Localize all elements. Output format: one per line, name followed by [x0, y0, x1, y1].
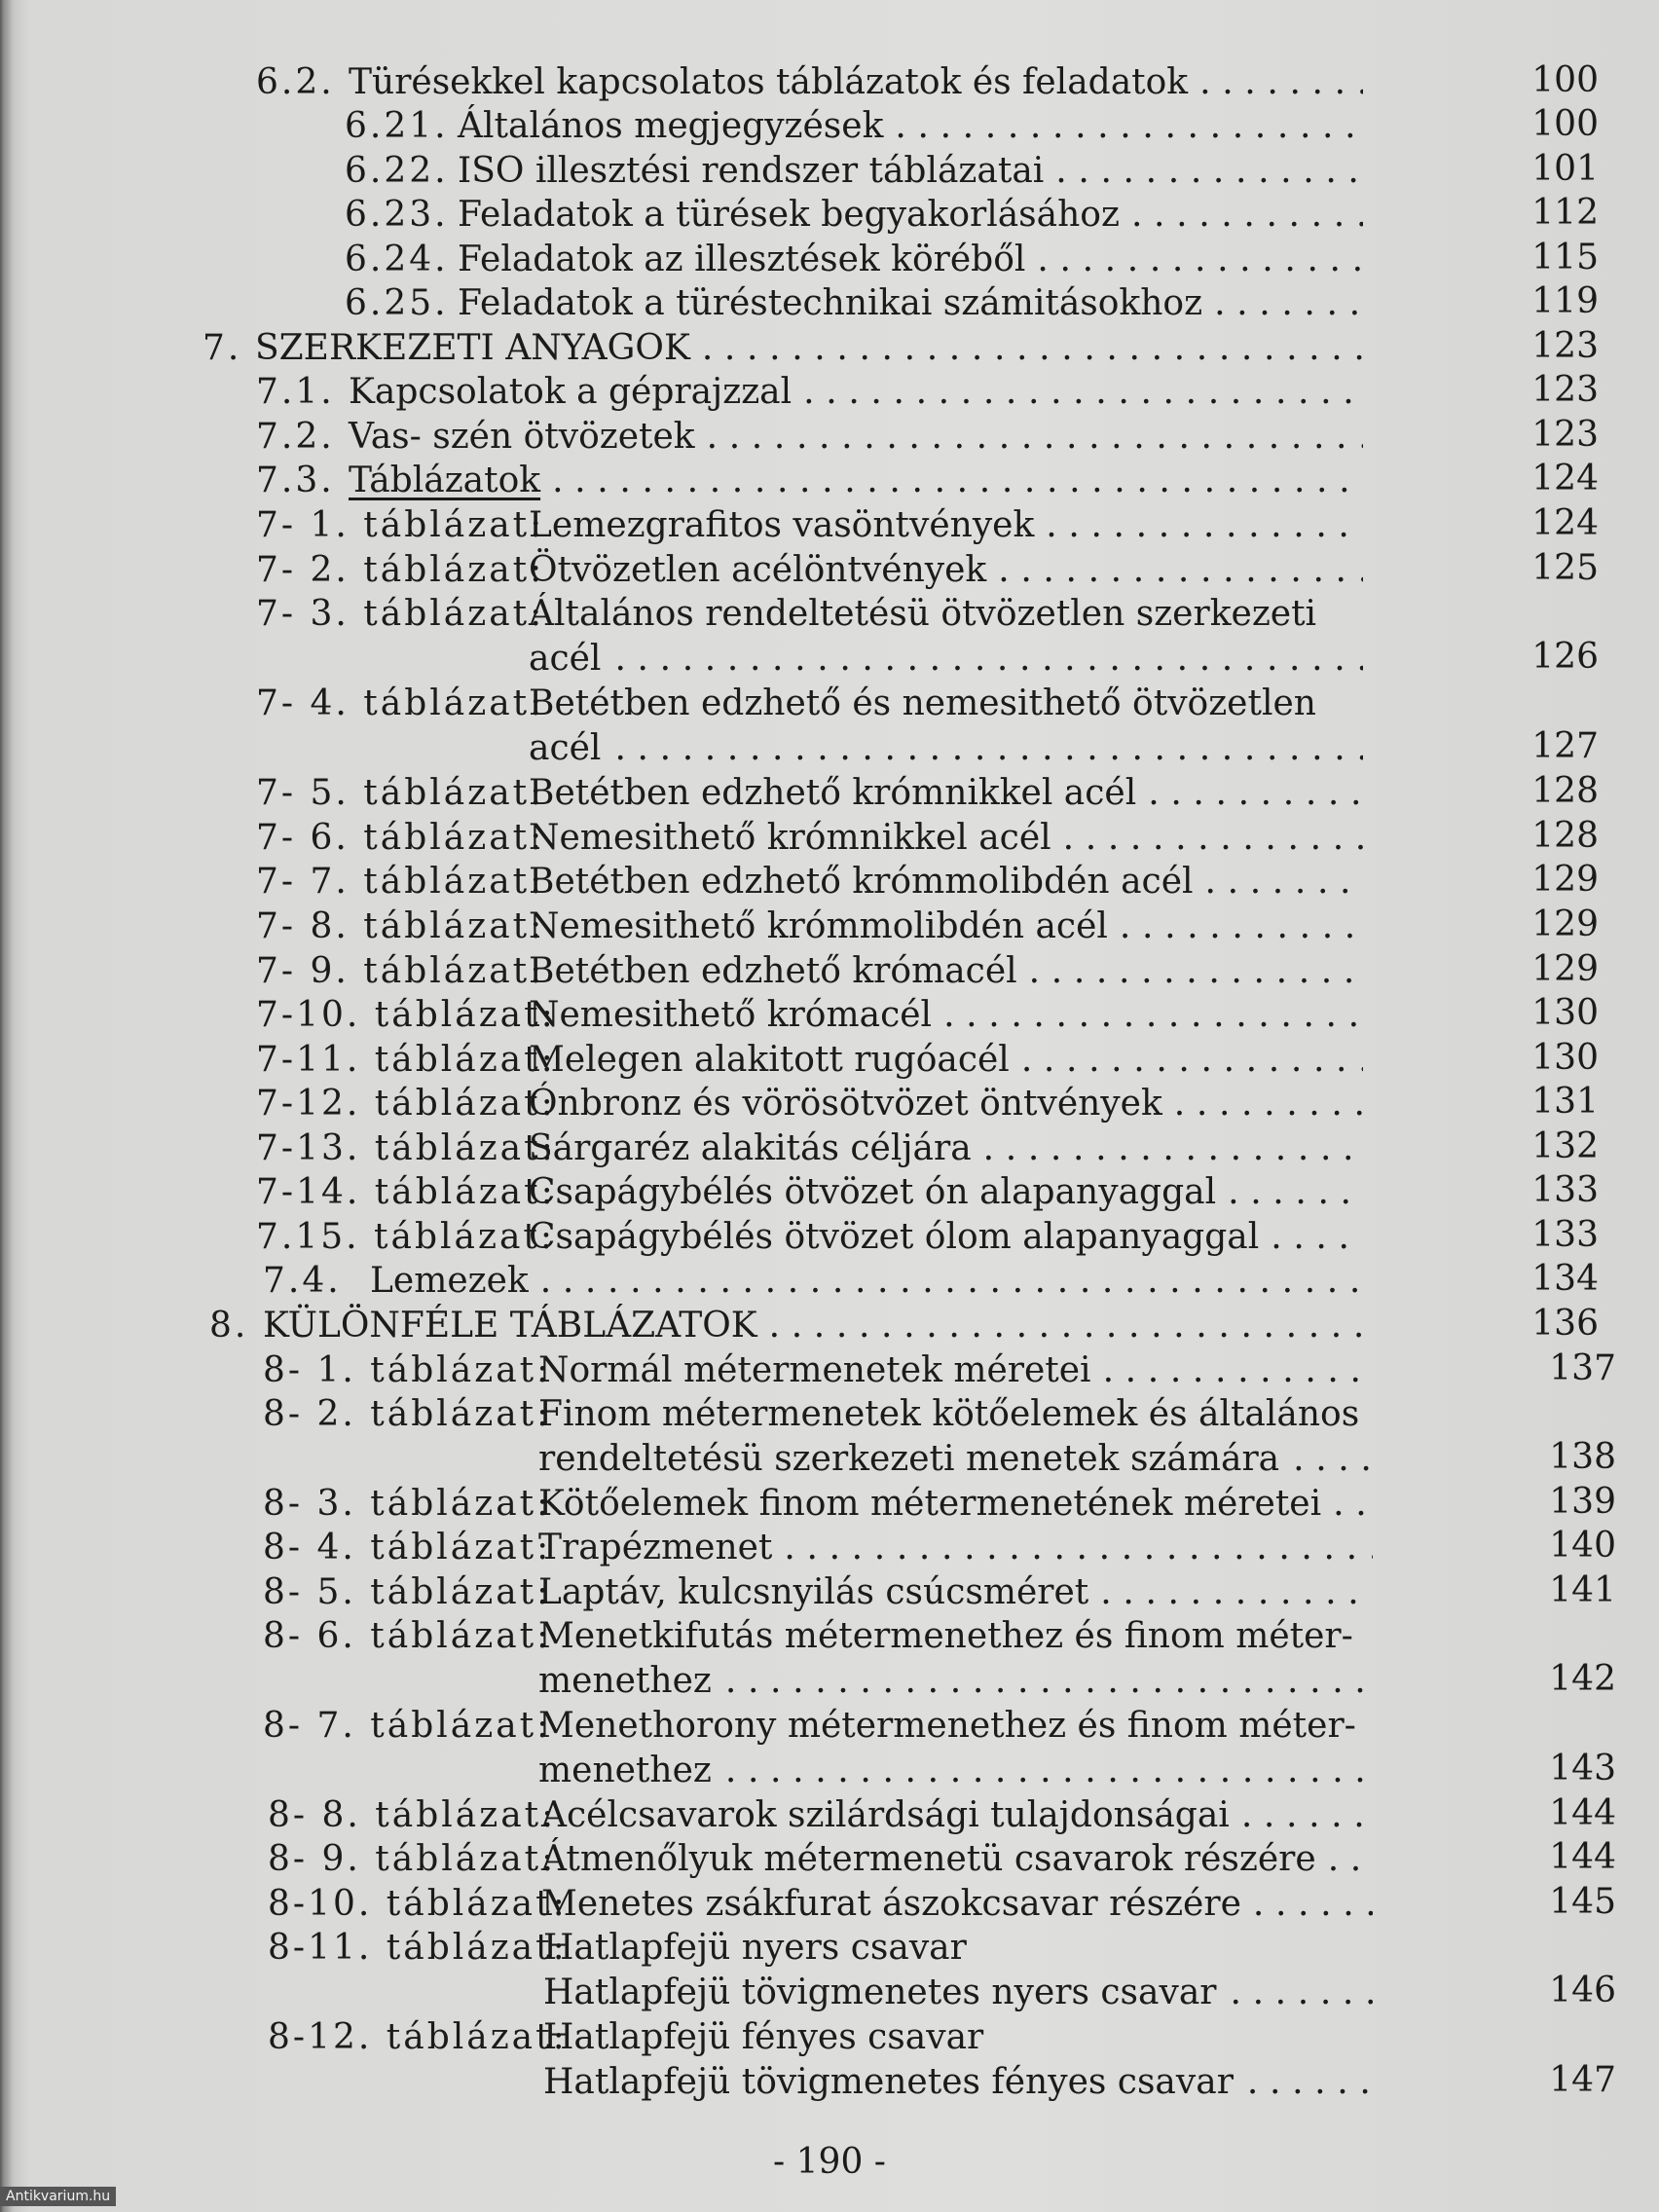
toc-entry [0, 592, 1659, 637]
entry-title-continuation: acél [529, 639, 602, 679]
page-number: - 190 - [773, 2142, 886, 2182]
entry-title-continuation: acél [529, 728, 602, 768]
entry-page-number: 142 [1549, 1659, 1616, 1699]
entry-page-number: 129 [1531, 949, 1599, 989]
entry-title: Betétben edzhető krómmolibdén acél [529, 862, 1194, 902]
toc-entry-continuation [0, 637, 1659, 682]
entry-page-number: 144 [1549, 1837, 1616, 1877]
leader-dots [998, 548, 1363, 593]
entry-title: Sárgaréz alakitás céljára [529, 1128, 972, 1168]
entry-title: Általános megjegyzések [458, 106, 884, 146]
toc-entry [0, 60, 1659, 105]
entry-title: ISO illesztési rendszer táblázatai [458, 151, 1045, 191]
toc-entry [0, 104, 1659, 149]
entry-title: Feladatok a türéstechnikai számitásokhoz [458, 283, 1203, 323]
entry-page-number: 131 [1531, 1082, 1599, 1122]
toc-entry [0, 1126, 1659, 1171]
entry-page-number: 147 [1549, 2060, 1616, 2100]
toc-entry-continuation [0, 726, 1659, 771]
toc-entry [0, 1926, 1659, 1971]
entry-page-number: 145 [1549, 1882, 1616, 1922]
leader-dots [1333, 1482, 1373, 1527]
entry-title: Ónbronz és vörösötvözet öntvények [529, 1084, 1162, 1124]
entry-page-number: 143 [1549, 1749, 1616, 1788]
entry-title: Acélcsavarok szilárdsági tulajdonságai [541, 1795, 1230, 1835]
entry-number: 6.2. [256, 62, 335, 102]
leader-dots [614, 726, 1363, 771]
entry-page-number: 125 [1531, 548, 1599, 588]
leader-dots [1199, 60, 1363, 105]
entry-number: 6.25. [345, 283, 449, 323]
entry-number: 7- 1. táblázat: [256, 505, 545, 545]
entry-number: 6.23. [345, 195, 449, 235]
entry-page-number: 130 [1531, 1038, 1599, 1078]
entry-title: Nemesithető krómacél [529, 995, 933, 1035]
toc-entry [0, 904, 1659, 949]
entry-title: Kötőelemek finom métermenetének méretei [538, 1484, 1322, 1524]
entry-number: 7- 9. táblázat: [256, 951, 545, 991]
entry-title: Lemezek [370, 1261, 529, 1301]
entry-page-number: 134 [1531, 1259, 1599, 1299]
leader-dots [614, 637, 1363, 682]
leader-dots [1100, 1570, 1373, 1615]
entry-page-number: 124 [1531, 459, 1599, 498]
entry-number: 8-11. táblázat: [268, 1928, 568, 1968]
entry-page-number: 124 [1531, 503, 1599, 543]
entry-number: 7.4. [263, 1261, 342, 1301]
entry-number: 8- 5. táblázat: [263, 1572, 552, 1612]
leader-dots [540, 1259, 1363, 1304]
entry-number: 7-13. táblázat: [256, 1128, 556, 1168]
entry-page-number: 133 [1531, 1170, 1599, 1210]
toc-entry [0, 1304, 1659, 1348]
entry-title: Betétben edzhető krómacél [529, 951, 1017, 991]
entry-title: Normál métermenetek méretei [538, 1350, 1091, 1390]
entry-title-continuation: rendeltetésü szerkezeti menetek számára [538, 1439, 1280, 1479]
entry-number: 7-12. táblázat: [256, 1084, 556, 1124]
leader-dots [725, 1659, 1373, 1704]
entry-title: Menetkifutás métermenethez és finom méter- [538, 1616, 1353, 1656]
toc-entry [0, 1170, 1659, 1215]
toc-entry [0, 459, 1659, 503]
entry-title-continuation: Hatlapfejü tövigmenetes nyers csavar [543, 1972, 1217, 2012]
toc-entry [0, 2015, 1659, 2060]
leader-dots [983, 1126, 1363, 1171]
leader-dots [1247, 2060, 1373, 2105]
entry-title-continuation: menethez [538, 1751, 712, 1790]
entry-page-number: 100 [1531, 60, 1599, 100]
leader-dots [1120, 904, 1363, 949]
entry-page-number: 112 [1531, 193, 1599, 233]
leader-dots [1253, 1882, 1373, 1927]
entry-title: Melegen alakitott rugóacél [529, 1040, 1010, 1080]
leader-dots [1205, 860, 1363, 904]
entry-page-number: 139 [1549, 1482, 1616, 1522]
leader-dots [725, 1749, 1373, 1793]
entry-number: 7- 7. táblázat: [256, 862, 545, 902]
toc-entry [0, 1704, 1659, 1749]
toc-entry [0, 503, 1659, 548]
toc-entry [0, 1348, 1659, 1393]
entry-page-number: 101 [1531, 149, 1599, 189]
entry-number: 8- 1. táblázat: [263, 1350, 552, 1390]
entry-title: Általános rendeltetésü ötvözetlen szerkezeti [529, 594, 1317, 634]
entry-number: 8-12. táblázat: [268, 2017, 568, 2057]
toc-entry [0, 281, 1659, 326]
entry-page-number: 100 [1531, 104, 1599, 144]
toc-entry [0, 193, 1659, 238]
entry-number: 8- 4. táblázat: [263, 1528, 552, 1567]
entry-page-number: 129 [1531, 904, 1599, 944]
entry-page-number: 128 [1531, 771, 1599, 811]
entry-page-number: 146 [1549, 1971, 1616, 2010]
entry-page-number: 141 [1549, 1570, 1616, 1610]
toc-entry [0, 682, 1659, 726]
leader-dots [1241, 1793, 1373, 1838]
entry-number: 8- 6. táblázat: [263, 1616, 552, 1656]
toc-entry [0, 370, 1659, 415]
leader-dots [784, 1526, 1373, 1570]
entry-title-continuation: menethez [538, 1661, 712, 1701]
toc-entry [0, 149, 1659, 194]
entry-title: SZERKEZETI ANYAGOK [255, 328, 690, 368]
toc-entry [0, 816, 1659, 861]
entry-page-number: 133 [1531, 1215, 1599, 1255]
entry-title: Nemesithető krómnikkel acél [529, 818, 1051, 858]
leader-dots [1029, 949, 1363, 994]
entry-title: Hatlapfejü nyers csavar [543, 1928, 967, 1968]
entry-title: Lemezgrafitos vasöntvények [529, 505, 1035, 545]
leader-dots [1021, 1038, 1363, 1083]
entry-page-number: 119 [1531, 281, 1599, 321]
toc-entry [0, 1392, 1659, 1437]
entry-page-number: 137 [1549, 1348, 1616, 1388]
entry-page-number: 138 [1549, 1437, 1616, 1477]
entry-number: 7.2. [256, 417, 335, 457]
toc-entry [0, 415, 1659, 460]
entry-number: 8. [209, 1306, 249, 1346]
toc-entry-continuation [0, 1659, 1659, 1704]
entry-number: 7- 2. táblázat: [256, 550, 545, 590]
toc-entry-continuation [0, 2060, 1659, 2105]
entry-number: 8- 8. táblázat: [268, 1795, 557, 1835]
entry-number: 7- 6. táblázat: [256, 818, 545, 858]
leader-dots [1214, 281, 1363, 326]
entry-title: Kapcsolatok a géprajzzal [349, 372, 793, 412]
toc-entry [0, 1215, 1659, 1260]
entry-number: 7-10. táblázat: [256, 995, 556, 1035]
entry-title: Feladatok a türések begyakorlásához [458, 195, 1120, 235]
entry-title: Csapágybélés ötvözet ón alapanyaggal [529, 1172, 1217, 1212]
leader-dots [1037, 238, 1363, 282]
toc-entry [0, 1482, 1659, 1527]
toc-entry [0, 1614, 1659, 1659]
entry-number: 8- 7. táblázat: [263, 1706, 552, 1746]
entry-number: 7. [203, 328, 242, 368]
entry-page-number: 127 [1531, 726, 1599, 766]
entry-page-number: 132 [1531, 1126, 1599, 1166]
entry-title: Táblázatok [349, 461, 541, 500]
toc-entry [0, 993, 1659, 1038]
entry-page-number: 130 [1531, 993, 1599, 1033]
entry-number: 7- 3. táblázat: [256, 594, 545, 634]
entry-number: 6.21. [345, 106, 449, 146]
toc-entry-continuation [0, 1437, 1659, 1482]
leader-dots [702, 326, 1363, 371]
entry-title: Hatlapfejü fényes csavar [543, 2017, 984, 2057]
leader-dots [1328, 1837, 1373, 1882]
entry-title: Türésekkel kapcsolatos táblázatok és feladatok [349, 62, 1189, 102]
leader-dots [895, 104, 1363, 149]
entry-number: 7.3. [256, 461, 335, 500]
leader-dots [1228, 1170, 1363, 1215]
entry-number: 8- 9. táblázat: [268, 1839, 557, 1879]
entry-page-number: 136 [1531, 1304, 1599, 1344]
leader-dots [1046, 503, 1363, 548]
entry-page-number: 123 [1531, 415, 1599, 455]
entry-number: 7-14. táblázat: [256, 1172, 556, 1212]
toc-entry [0, 1082, 1659, 1126]
toc-entry [0, 326, 1659, 371]
leader-dots [943, 993, 1363, 1038]
entry-page-number: 129 [1531, 860, 1599, 900]
toc-entry [0, 1038, 1659, 1083]
entry-number: 7- 8. táblázat: [256, 906, 545, 946]
entry-title: Vas- szén ötvözetek [349, 417, 695, 457]
leader-dots [1293, 1437, 1373, 1482]
entry-title: Feladatok az illesztések köréből [458, 240, 1026, 279]
entry-number: 6.22. [345, 151, 449, 191]
entry-title: KÜLÖNFÉLE TÁBLÁZATOK [263, 1306, 757, 1346]
entry-number: 7- 4. táblázat: [256, 683, 545, 723]
entry-page-number: 115 [1531, 238, 1599, 277]
entry-page-number: 144 [1549, 1793, 1616, 1833]
entry-title: Finom métermenetek kötőelemek és általános [538, 1394, 1360, 1434]
toc-entry [0, 771, 1659, 816]
leader-dots [707, 415, 1363, 460]
entry-number: 7- 5. táblázat: [256, 773, 545, 813]
entry-title: Laptáv, kulcsnyilás csúcsméret [538, 1572, 1089, 1612]
entry-number: 8- 3. táblázat: [263, 1484, 552, 1524]
leader-dots [1063, 816, 1363, 861]
entry-page-number: 123 [1531, 370, 1599, 410]
entry-title: Trapézmenet [538, 1528, 773, 1567]
entry-number: 6.24. [345, 240, 449, 279]
toc-entry [0, 1837, 1659, 1882]
leader-dots [803, 370, 1363, 415]
entry-title: Betétben edzhető és nemesithető ötvözetlen [529, 683, 1316, 723]
leader-dots [552, 459, 1363, 503]
entry-title: Menetes zsákfurat ászokcsavar részére [541, 1884, 1241, 1924]
entry-page-number: 128 [1531, 816, 1599, 856]
leader-dots [769, 1304, 1363, 1348]
entry-title: Ötvözetlen acélöntvények [529, 550, 987, 590]
leader-dots [1055, 149, 1363, 194]
entry-number: 7-11. táblázat: [256, 1040, 556, 1080]
watermark: Antikvarium.hu [0, 2187, 116, 2206]
toc-entry [0, 1526, 1659, 1570]
entry-title: Átmenőlyuk métermenetü csavarok részére [541, 1839, 1316, 1879]
leader-dots [1231, 1971, 1374, 2015]
entry-page-number: 140 [1549, 1526, 1616, 1566]
toc-entry [0, 1882, 1659, 1927]
toc-entry [0, 238, 1659, 282]
toc-entry [0, 1259, 1659, 1304]
toc-entry [0, 860, 1659, 904]
leader-dots [1174, 1082, 1363, 1126]
toc-entry [0, 548, 1659, 593]
entry-title: Menethorony métermenethez és finom méter- [538, 1706, 1356, 1746]
entry-number: 7.15. táblázat: [256, 1217, 556, 1257]
leader-dots [1148, 771, 1363, 816]
entry-page-number: 126 [1531, 637, 1599, 677]
entry-number: 8-10. táblázat: [268, 1884, 568, 1924]
leader-dots [1103, 1348, 1373, 1393]
toc-entry [0, 1793, 1659, 1838]
entry-title: Csapágybélés ötvözet ólom alapanyaggal [529, 1217, 1260, 1257]
toc-entry-continuation [0, 1971, 1659, 2015]
toc-entry-continuation [0, 1749, 1659, 1793]
toc-entry [0, 949, 1659, 994]
entry-title-continuation: Hatlapfejü tövigmenetes fényes csavar [543, 2062, 1234, 2102]
toc-entry [0, 1570, 1659, 1615]
leader-dots [1271, 1215, 1363, 1260]
entry-number: 7.1. [256, 372, 335, 412]
leader-dots [1131, 193, 1363, 238]
entry-page-number: 123 [1531, 326, 1599, 366]
entry-title: Betétben edzhető krómnikkel acél [529, 773, 1137, 813]
entry-number: 8- 2. táblázat: [263, 1394, 552, 1434]
entry-title: Nemesithető krómmolibdén acél [529, 906, 1108, 946]
